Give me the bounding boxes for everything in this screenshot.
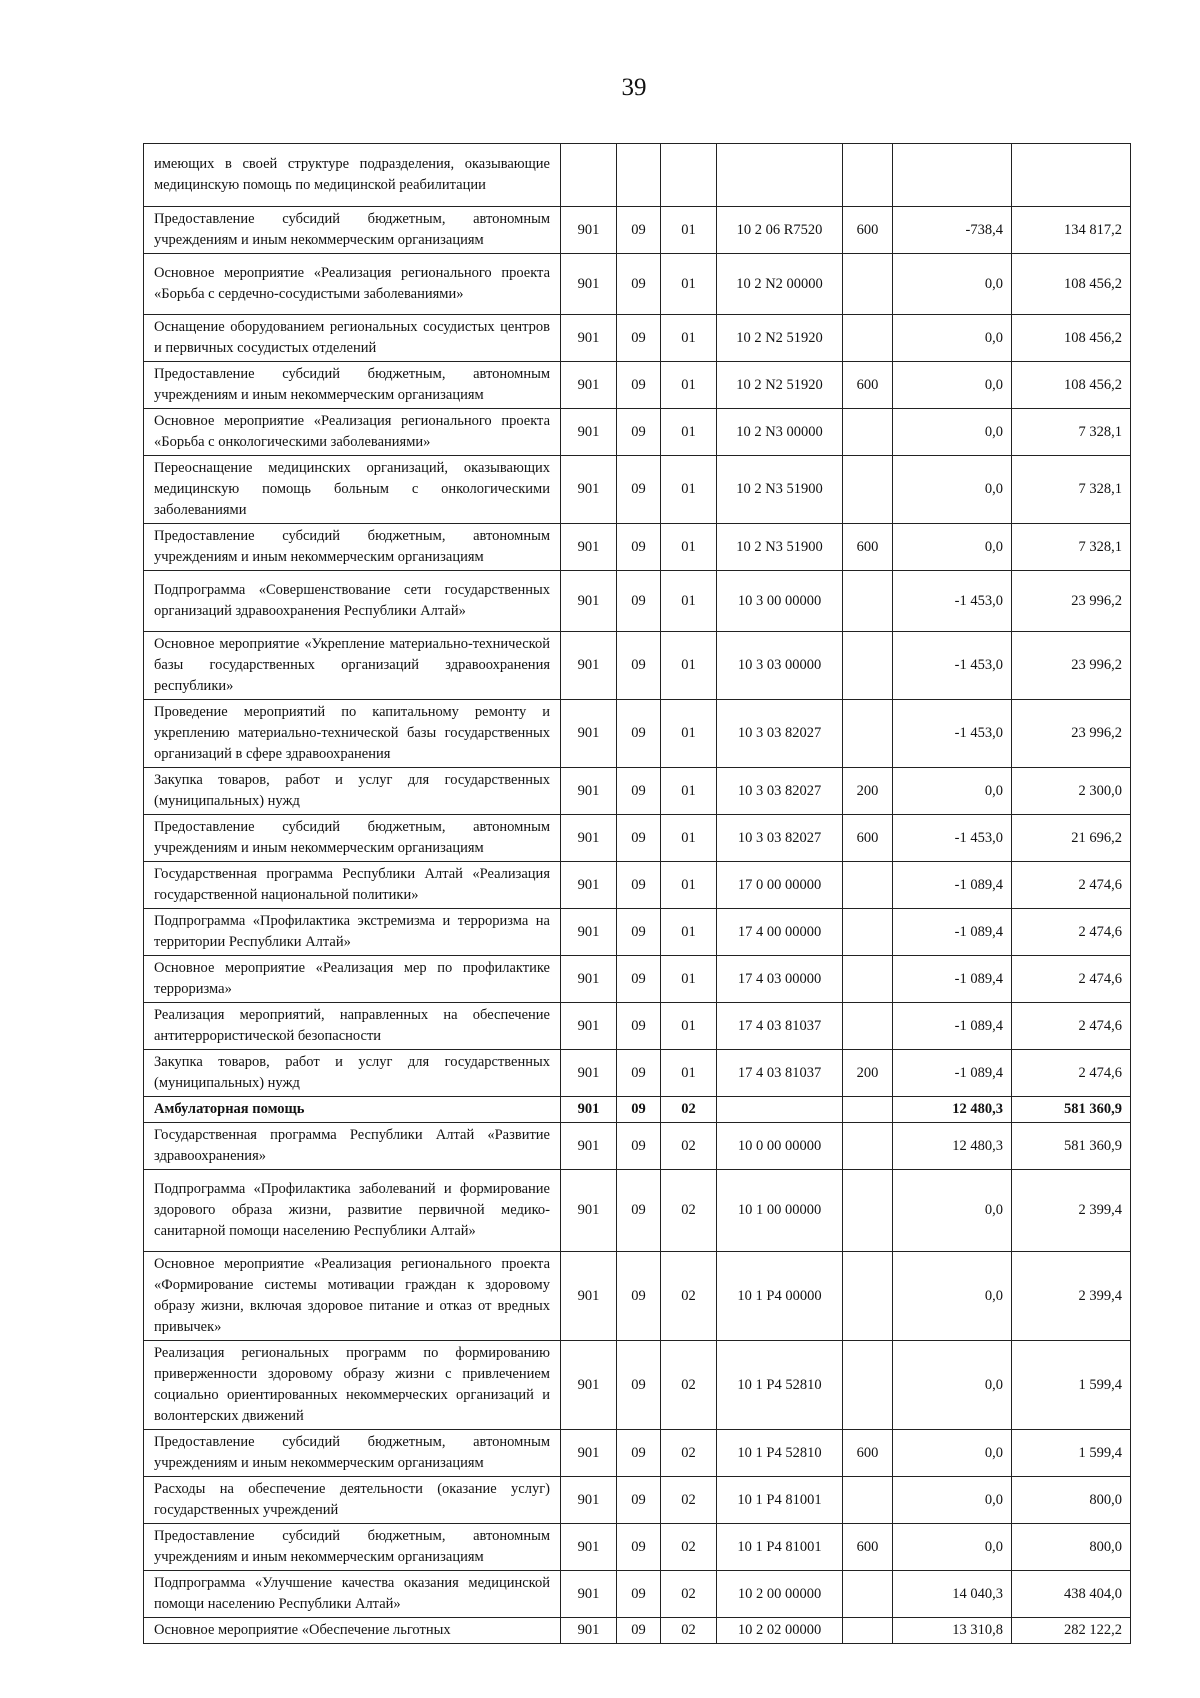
subsection-code-cell: 02	[661, 1618, 717, 1644]
subsection-code-cell: 01	[661, 700, 717, 768]
section-code-cell: 09	[617, 815, 661, 862]
total-amount-cell: 23 996,2	[1012, 700, 1131, 768]
total-amount-cell: 1 599,4	[1012, 1341, 1131, 1430]
target-article-cell: 10 1 P4 00000	[717, 1252, 843, 1341]
expense-type-cell	[843, 700, 893, 768]
total-amount-cell: 2 399,4	[1012, 1170, 1131, 1252]
table-row	[144, 632, 1131, 700]
row-name-cell: Подпрограмма «Профилактика заболеваний и формирование здорового образа жизни, развитие первичной медико-санитарной помощи населению Республики Алтай»	[144, 1170, 561, 1252]
table-row	[144, 1477, 1131, 1524]
expense-type-cell	[843, 862, 893, 909]
section-code-cell: 09	[617, 1430, 661, 1477]
expense-type-cell: 600	[843, 815, 893, 862]
target-article-cell: 10 1 P4 81001	[717, 1477, 843, 1524]
section-code-cell: 09	[617, 1252, 661, 1341]
ministry-code-cell: 901	[561, 1097, 617, 1123]
expense-type-cell	[843, 1123, 893, 1170]
target-article-cell: 10 3 03 82027	[717, 700, 843, 768]
section-code-cell: 09	[617, 1618, 661, 1644]
change-amount-cell: 0,0	[893, 1430, 1012, 1477]
target-article-cell: 10 1 00 00000	[717, 1170, 843, 1252]
total-amount-cell: 800,0	[1012, 1477, 1131, 1524]
page-number: 39	[621, 74, 647, 101]
table-row	[144, 207, 1131, 254]
table-row	[144, 815, 1131, 862]
expense-type-cell	[843, 1097, 893, 1123]
target-article-cell: 17 0 00 00000	[717, 862, 843, 909]
target-article-cell: 10 0 00 00000	[717, 1123, 843, 1170]
row-name-cell: Предоставление субсидий бюджетным, автономным учреждениям и иным некоммерческим организациям	[144, 1524, 561, 1571]
change-amount-cell: 0,0	[893, 456, 1012, 524]
expense-type-cell: 600	[843, 1430, 893, 1477]
section-code-cell: 09	[617, 1524, 661, 1571]
change-amount-cell: -1 089,4	[893, 956, 1012, 1003]
change-amount-cell: 14 040,3	[893, 1571, 1012, 1618]
change-amount-cell: 12 480,3	[893, 1123, 1012, 1170]
row-name-cell: Подпрограмма «Улучшение качества оказания медицинской помощи населению Республики Алтай»	[144, 1571, 561, 1618]
subsection-code-cell: 02	[661, 1252, 717, 1341]
subsection-code-cell	[661, 144, 717, 207]
target-article-cell: 10 2 00 00000	[717, 1571, 843, 1618]
expense-type-cell	[843, 254, 893, 315]
section-code-cell: 09	[617, 571, 661, 632]
expense-type-cell	[843, 409, 893, 456]
total-amount-cell: 108 456,2	[1012, 315, 1131, 362]
total-amount-cell: 581 360,9	[1012, 1123, 1131, 1170]
target-article-cell: 10 3 03 00000	[717, 632, 843, 700]
table-row	[144, 956, 1131, 1003]
table-row	[144, 1571, 1131, 1618]
change-amount-cell: 0,0	[893, 254, 1012, 315]
row-name-cell: Основное мероприятие «Обеспечение льготных	[144, 1618, 561, 1644]
target-article-cell	[717, 1097, 843, 1123]
total-amount-cell: 23 996,2	[1012, 632, 1131, 700]
row-name-cell: имеющих в своей структуре подразделения, оказывающие медицинскую помощь по медицинской реабилитации	[144, 144, 561, 207]
ministry-code-cell: 901	[561, 1170, 617, 1252]
total-amount-cell: 108 456,2	[1012, 362, 1131, 409]
row-name-cell: Расходы на обеспечение деятельности (оказание услуг) государственных учреждений	[144, 1477, 561, 1524]
ministry-code-cell: 901	[561, 632, 617, 700]
expense-type-cell	[843, 315, 893, 362]
ministry-code-cell: 901	[561, 1524, 617, 1571]
row-name-cell: Основное мероприятие «Реализация мер по профилактике терроризма»	[144, 956, 561, 1003]
subsection-code-cell: 01	[661, 632, 717, 700]
ministry-code-cell: 901	[561, 1003, 617, 1050]
ministry-code-cell: 901	[561, 909, 617, 956]
ministry-code-cell: 901	[561, 862, 617, 909]
target-article-cell: 10 2 N3 00000	[717, 409, 843, 456]
row-name-cell: Основное мероприятие «Реализация регионального проекта «Борьба с сердечно-сосудистыми заболеваниями»	[144, 254, 561, 315]
row-name-cell: Основное мероприятие «Реализация регионального проекта «Борьба с онкологическими заболеваниями»	[144, 409, 561, 456]
target-article-cell: 10 2 06 R7520	[717, 207, 843, 254]
subsection-code-cell: 01	[661, 315, 717, 362]
section-code-cell: 09	[617, 1097, 661, 1123]
row-name-cell: Оснащение оборудованием региональных сосудистых центров и первичных сосудистых отделений	[144, 315, 561, 362]
target-article-cell	[717, 144, 843, 207]
target-article-cell: 10 2 N3 51900	[717, 456, 843, 524]
row-name-cell: Государственная программа Республики Алтай «Реализация государственной национальной политики»	[144, 862, 561, 909]
target-article-cell: 17 4 03 81037	[717, 1003, 843, 1050]
subsection-code-cell: 01	[661, 862, 717, 909]
table-row	[144, 1123, 1131, 1170]
ministry-code-cell: 901	[561, 1050, 617, 1097]
row-name-cell: Предоставление субсидий бюджетным, автономным учреждениям и иным некоммерческим организациям	[144, 207, 561, 254]
subsection-code-cell: 01	[661, 409, 717, 456]
table-row	[144, 254, 1131, 315]
ministry-code-cell: 901	[561, 768, 617, 815]
expense-type-cell	[843, 1003, 893, 1050]
expense-type-cell	[843, 456, 893, 524]
change-amount-cell: 0,0	[893, 1170, 1012, 1252]
expense-type-cell	[843, 571, 893, 632]
ministry-code-cell: 901	[561, 254, 617, 315]
section-code-cell: 09	[617, 362, 661, 409]
total-amount-cell: 108 456,2	[1012, 254, 1131, 315]
ministry-code-cell: 901	[561, 700, 617, 768]
section-code-cell: 09	[617, 909, 661, 956]
ministry-code-cell: 901	[561, 815, 617, 862]
ministry-code-cell: 901	[561, 956, 617, 1003]
ministry-code-cell: 901	[561, 571, 617, 632]
section-code-cell: 09	[617, 1050, 661, 1097]
row-name-cell: Основное мероприятие «Реализация регионального проекта «Формирование системы мотивации граждан к здоровому образу жизни, включая здоровое питание и отказ от вредных привычек»	[144, 1252, 561, 1341]
total-amount-cell: 7 328,1	[1012, 409, 1131, 456]
ministry-code-cell: 901	[561, 524, 617, 571]
row-name-cell: Предоставление субсидий бюджетным, автономным учреждениям и иным некоммерческим организациям	[144, 362, 561, 409]
ministry-code-cell: 901	[561, 1571, 617, 1618]
section-code-cell: 09	[617, 1123, 661, 1170]
total-amount-cell: 21 696,2	[1012, 815, 1131, 862]
ministry-code-cell: 901	[561, 315, 617, 362]
expense-type-cell: 600	[843, 207, 893, 254]
expense-type-cell	[843, 1170, 893, 1252]
section-code-cell: 09	[617, 862, 661, 909]
change-amount-cell	[893, 144, 1012, 207]
expense-type-cell	[843, 1618, 893, 1644]
section-code-cell: 09	[617, 1477, 661, 1524]
subsection-code-cell: 01	[661, 362, 717, 409]
row-name-cell: Закупка товаров, работ и услуг для государственных (муниципальных) нужд	[144, 1050, 561, 1097]
target-article-cell: 10 3 03 82027	[717, 815, 843, 862]
ministry-code-cell	[561, 144, 617, 207]
ministry-code-cell: 901	[561, 1618, 617, 1644]
subsection-code-cell: 01	[661, 956, 717, 1003]
ministry-code-cell: 901	[561, 1430, 617, 1477]
section-code-cell: 09	[617, 632, 661, 700]
target-article-cell: 10 1 P4 52810	[717, 1430, 843, 1477]
row-name-cell: Закупка товаров, работ и услуг для государственных (муниципальных) нужд	[144, 768, 561, 815]
table-row	[144, 1618, 1131, 1644]
table-row	[144, 315, 1131, 362]
total-amount-cell: 2 474,6	[1012, 862, 1131, 909]
table-row	[144, 862, 1131, 909]
change-amount-cell: -1 089,4	[893, 1050, 1012, 1097]
change-amount-cell: 0,0	[893, 1341, 1012, 1430]
table-row	[144, 1170, 1131, 1252]
total-amount-cell: 2 474,6	[1012, 1050, 1131, 1097]
row-name-cell: Государственная программа Республики Алтай «Развитие здравоохранения»	[144, 1123, 561, 1170]
table-row	[144, 409, 1131, 456]
section-code-cell: 09	[617, 1341, 661, 1430]
budget-table	[143, 143, 1131, 1644]
total-amount-cell	[1012, 144, 1131, 207]
section-code-cell: 09	[617, 524, 661, 571]
subsection-code-cell: 01	[661, 1050, 717, 1097]
table-row	[144, 362, 1131, 409]
total-amount-cell: 7 328,1	[1012, 524, 1131, 571]
target-article-cell: 10 2 N2 00000	[717, 254, 843, 315]
target-article-cell: 10 2 N3 51900	[717, 524, 843, 571]
change-amount-cell: 0,0	[893, 1252, 1012, 1341]
change-amount-cell: 0,0	[893, 1524, 1012, 1571]
expense-type-cell	[843, 632, 893, 700]
subsection-code-cell: 02	[661, 1524, 717, 1571]
target-article-cell: 10 3 03 82027	[717, 768, 843, 815]
subsection-code-cell: 02	[661, 1123, 717, 1170]
expense-type-cell	[843, 956, 893, 1003]
expense-type-cell: 200	[843, 1050, 893, 1097]
change-amount-cell: 0,0	[893, 409, 1012, 456]
section-code-cell: 09	[617, 956, 661, 1003]
row-name-cell: Предоставление субсидий бюджетным, автономным учреждениям и иным некоммерческим организациям	[144, 1430, 561, 1477]
row-name-cell: Подпрограмма «Профилактика экстремизма и терроризма на территории Республики Алтай»	[144, 909, 561, 956]
row-name-cell: Амбулаторная помощь	[144, 1097, 561, 1123]
total-amount-cell: 282 122,2	[1012, 1618, 1131, 1644]
row-name-cell: Реализация мероприятий, направленных на обеспечение антитеррористической безопасности	[144, 1003, 561, 1050]
table-row	[144, 1524, 1131, 1571]
section-code-cell: 09	[617, 700, 661, 768]
section-code-cell: 09	[617, 1003, 661, 1050]
subsection-code-cell: 01	[661, 207, 717, 254]
expense-type-cell: 600	[843, 1524, 893, 1571]
table-row	[144, 1050, 1131, 1097]
target-article-cell: 17 4 03 81037	[717, 1050, 843, 1097]
total-amount-cell: 800,0	[1012, 1524, 1131, 1571]
subsection-code-cell: 01	[661, 768, 717, 815]
table-row	[144, 909, 1131, 956]
subsection-code-cell: 02	[661, 1477, 717, 1524]
target-article-cell: 17 4 00 00000	[717, 909, 843, 956]
subsection-code-cell: 01	[661, 254, 717, 315]
section-code-cell: 09	[617, 1571, 661, 1618]
ministry-code-cell: 901	[561, 1477, 617, 1524]
table-row	[144, 1252, 1131, 1341]
table-row	[144, 700, 1131, 768]
total-amount-cell: 2 300,0	[1012, 768, 1131, 815]
ministry-code-cell: 901	[561, 409, 617, 456]
target-article-cell: 10 2 N2 51920	[717, 315, 843, 362]
subsection-code-cell: 01	[661, 456, 717, 524]
total-amount-cell: 7 328,1	[1012, 456, 1131, 524]
section-code-cell: 09	[617, 254, 661, 315]
subsection-code-cell: 02	[661, 1341, 717, 1430]
section-code-cell: 09	[617, 1170, 661, 1252]
subsection-code-cell: 01	[661, 815, 717, 862]
change-amount-cell: 0,0	[893, 362, 1012, 409]
table-row	[144, 1003, 1131, 1050]
row-name-cell: Подпрограмма «Совершенствование сети государственных организаций здравоохранения Республики Алтай»	[144, 571, 561, 632]
table-row	[144, 1341, 1131, 1430]
target-article-cell: 10 2 N2 51920	[717, 362, 843, 409]
change-amount-cell: 0,0	[893, 315, 1012, 362]
table-row	[144, 456, 1131, 524]
total-amount-cell: 581 360,9	[1012, 1097, 1131, 1123]
total-amount-cell: 2 474,6	[1012, 956, 1131, 1003]
subsection-code-cell: 01	[661, 571, 717, 632]
subsection-code-cell: 02	[661, 1571, 717, 1618]
change-amount-cell: -1 089,4	[893, 862, 1012, 909]
subsection-code-cell: 02	[661, 1170, 717, 1252]
total-amount-cell: 2 474,6	[1012, 909, 1131, 956]
expense-type-cell	[843, 909, 893, 956]
expense-type-cell	[843, 1341, 893, 1430]
row-name-cell: Основное мероприятие «Укрепление материально-технической базы государственных организаций здравоохранения республики»	[144, 632, 561, 700]
ministry-code-cell: 901	[561, 1341, 617, 1430]
target-article-cell: 10 2 02 00000	[717, 1618, 843, 1644]
table-row	[144, 1430, 1131, 1477]
change-amount-cell: 13 310,8	[893, 1618, 1012, 1644]
ministry-code-cell: 901	[561, 362, 617, 409]
expense-type-cell	[843, 1477, 893, 1524]
target-article-cell: 10 1 P4 81001	[717, 1524, 843, 1571]
expense-type-cell: 200	[843, 768, 893, 815]
expense-type-cell	[843, 144, 893, 207]
target-article-cell: 10 3 00 00000	[717, 571, 843, 632]
change-amount-cell: -1 089,4	[893, 909, 1012, 956]
expense-type-cell	[843, 1571, 893, 1618]
total-amount-cell: 23 996,2	[1012, 571, 1131, 632]
subsection-code-cell: 01	[661, 1003, 717, 1050]
ministry-code-cell: 901	[561, 456, 617, 524]
change-amount-cell: -738,4	[893, 207, 1012, 254]
target-article-cell: 10 1 P4 52810	[717, 1341, 843, 1430]
expense-type-cell: 600	[843, 362, 893, 409]
row-name-cell: Проведение мероприятий по капитальному ремонту и укреплению материально-технической базы государственных организаций в сфере здравоохранения	[144, 700, 561, 768]
target-article-cell: 17 4 03 00000	[717, 956, 843, 1003]
ministry-code-cell: 901	[561, 1123, 617, 1170]
table-body	[144, 144, 1131, 1644]
section-code-cell: 09	[617, 768, 661, 815]
total-amount-cell: 2 399,4	[1012, 1252, 1131, 1341]
row-name-cell: Предоставление субсидий бюджетным, автономным учреждениям и иным некоммерческим организациям	[144, 524, 561, 571]
change-amount-cell: 0,0	[893, 524, 1012, 571]
row-name-cell: Переоснащение медицинских организаций, оказывающих медицинскую помощь больным с онкологическими заболеваниями	[144, 456, 561, 524]
table-row	[144, 571, 1131, 632]
table-row	[144, 1097, 1131, 1123]
change-amount-cell: 0,0	[893, 1477, 1012, 1524]
total-amount-cell: 438 404,0	[1012, 1571, 1131, 1618]
section-code-cell: 09	[617, 409, 661, 456]
section-code-cell: 09	[617, 456, 661, 524]
change-amount-cell: 0,0	[893, 768, 1012, 815]
row-name-cell: Предоставление субсидий бюджетным, автономным учреждениям и иным некоммерческим организациям	[144, 815, 561, 862]
section-code-cell: 09	[617, 207, 661, 254]
section-code-cell: 09	[617, 315, 661, 362]
table-row	[144, 144, 1131, 207]
subsection-code-cell: 01	[661, 524, 717, 571]
ministry-code-cell: 901	[561, 207, 617, 254]
expense-type-cell: 600	[843, 524, 893, 571]
total-amount-cell: 134 817,2	[1012, 207, 1131, 254]
expense-type-cell	[843, 1252, 893, 1341]
change-amount-cell: -1 453,0	[893, 700, 1012, 768]
row-name-cell: Реализация региональных программ по формированию приверженности здоровому образу жизни с привлечением социально ориентированных некоммерческих организаций и волонтерских движений	[144, 1341, 561, 1430]
total-amount-cell: 1 599,4	[1012, 1430, 1131, 1477]
section-code-cell	[617, 144, 661, 207]
change-amount-cell: -1 089,4	[893, 1003, 1012, 1050]
subsection-code-cell: 01	[661, 909, 717, 956]
table-row	[144, 524, 1131, 571]
change-amount-cell: -1 453,0	[893, 571, 1012, 632]
ministry-code-cell: 901	[561, 1252, 617, 1341]
change-amount-cell: -1 453,0	[893, 815, 1012, 862]
change-amount-cell: 12 480,3	[893, 1097, 1012, 1123]
subsection-code-cell: 02	[661, 1097, 717, 1123]
total-amount-cell: 2 474,6	[1012, 1003, 1131, 1050]
table-row	[144, 768, 1131, 815]
subsection-code-cell: 02	[661, 1430, 717, 1477]
change-amount-cell: -1 453,0	[893, 632, 1012, 700]
